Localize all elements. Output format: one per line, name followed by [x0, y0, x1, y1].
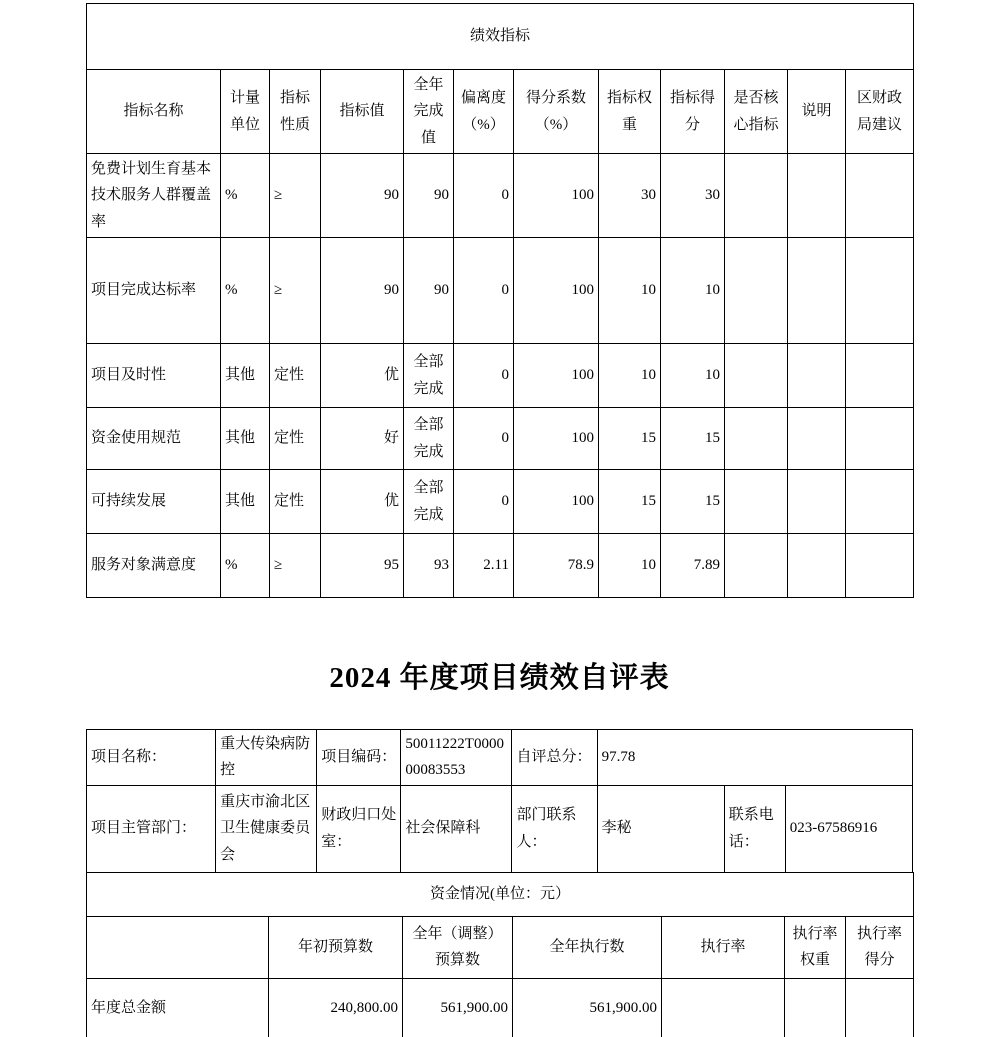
weight-cell: 10 [599, 238, 661, 344]
annual-total-label: 年度总金额 [87, 978, 269, 1037]
deviation-cell: 0 [454, 470, 514, 534]
nature-cell: ≥ [270, 238, 321, 344]
funds-section-title: 资金情况(单位：元） [87, 872, 914, 916]
col-header-unit: 计量单位 [221, 70, 270, 154]
nature-cell: 定性 [270, 344, 321, 408]
table-row [87, 408, 914, 470]
nature-cell: 定性 [270, 470, 321, 534]
col-header-note: 说明 [788, 70, 846, 154]
nature-cell: ≥ [270, 154, 321, 238]
unit-cell: % [221, 238, 270, 344]
score-cell: 15 [661, 470, 725, 534]
project-name-value: 重大传染病防控 [216, 730, 317, 786]
table-row [87, 534, 914, 598]
col-header-weight: 指标权重 [599, 70, 661, 154]
unit-cell: 其他 [221, 408, 270, 470]
table-header-row [87, 70, 914, 154]
table-title-row [87, 4, 914, 70]
score-cell: 10 [661, 238, 725, 344]
score-cell: 7.89 [661, 534, 725, 598]
deviation-cell: 0 [454, 344, 514, 408]
unit-cell: % [221, 534, 270, 598]
coefficient-cell: 100 [514, 408, 599, 470]
self-score-value: 97.78 [597, 730, 912, 786]
indicator-name-cell: 资金使用规范 [87, 408, 221, 470]
finance-office-label: 财政归口处室： [317, 785, 401, 872]
completed-value-cell: 全部完成 [404, 470, 454, 534]
table-row [87, 470, 914, 534]
funds-section-title-row [87, 872, 914, 916]
performance-table-title: 绩效指标 [87, 4, 914, 70]
target-value-cell: 好 [321, 408, 404, 470]
col-header-rate-weight: 执行率权重 [785, 916, 846, 978]
table-row [87, 238, 914, 344]
col-header-bureau-suggestion: 区财政局建议 [846, 70, 914, 154]
dept-label: 项目主管部门： [87, 785, 216, 872]
col-header-execution-rate: 执行率 [662, 916, 785, 978]
dept-value: 重庆市渝北区卫生健康委员会 [216, 785, 317, 872]
rate-weight-cell [785, 978, 846, 1037]
col-header-rate-score: 执行率得分 [846, 916, 914, 978]
completed-value-cell: 全部完成 [404, 408, 454, 470]
coefficient-cell: 100 [514, 238, 599, 344]
note-cell [788, 238, 846, 344]
bureau-suggestion-cell [846, 154, 914, 238]
weight-cell: 10 [599, 344, 661, 408]
core-indicator-cell [725, 408, 788, 470]
col-header-deviation: 偏离度（%） [454, 70, 514, 154]
col-header-completed-value: 全年完成值 [404, 70, 454, 154]
target-value-cell: 优 [321, 344, 404, 408]
col-header-nature: 指标性质 [270, 70, 321, 154]
coefficient-cell: 100 [514, 154, 599, 238]
project-code-value: 50011222T000000083553 [401, 730, 512, 786]
page-title: 2024 年度项目绩效自评表 [329, 662, 670, 694]
deviation-cell: 0 [454, 154, 514, 238]
indicator-name-cell: 服务对象满意度 [87, 534, 221, 598]
col-header-executed-amount: 全年执行数 [513, 916, 662, 978]
document-page [86, 0, 914, 1037]
completed-value-cell: 93 [404, 534, 454, 598]
col-header-blank [87, 916, 269, 978]
unit-cell: 其他 [221, 344, 270, 408]
weight-cell: 15 [599, 408, 661, 470]
indicator-name-cell: 项目及时性 [87, 344, 221, 408]
bureau-suggestion-cell [846, 344, 914, 408]
score-cell: 15 [661, 408, 725, 470]
phone-value: 023-67586916 [785, 785, 912, 872]
coefficient-cell: 100 [514, 344, 599, 408]
table-row [87, 154, 914, 238]
core-indicator-cell [725, 344, 788, 408]
table-row [87, 978, 914, 1037]
target-value-cell: 95 [321, 534, 404, 598]
col-header-target-value: 指标值 [321, 70, 404, 154]
score-cell: 30 [661, 154, 725, 238]
execution-rate-cell [662, 978, 785, 1037]
deviation-cell: 2.11 [454, 534, 514, 598]
nature-cell: 定性 [270, 408, 321, 470]
executed-amount-cell: 561,900.00 [513, 978, 662, 1037]
col-header-initial-budget: 年初预算数 [269, 916, 403, 978]
note-cell [788, 408, 846, 470]
nature-cell: ≥ [270, 534, 321, 598]
target-value-cell: 90 [321, 154, 404, 238]
col-header-indicator-name: 指标名称 [87, 70, 221, 154]
project-name-label: 项目名称： [87, 730, 216, 786]
coefficient-cell: 78.9 [514, 534, 599, 598]
note-cell [788, 534, 846, 598]
completed-value-cell: 90 [404, 154, 454, 238]
initial-budget-cell: 240,800.00 [269, 978, 403, 1037]
deviation-cell: 0 [454, 408, 514, 470]
project-code-label: 项目编码： [317, 730, 401, 786]
core-indicator-cell [725, 470, 788, 534]
bureau-suggestion-cell [846, 408, 914, 470]
unit-cell: % [221, 154, 270, 238]
project-info-table [86, 729, 913, 873]
completed-value-cell: 全部完成 [404, 344, 454, 408]
core-indicator-cell [725, 534, 788, 598]
table-row [87, 785, 913, 872]
target-value-cell: 90 [321, 238, 404, 344]
note-cell [788, 154, 846, 238]
weight-cell: 30 [599, 154, 661, 238]
note-cell [788, 470, 846, 534]
bureau-suggestion-cell [846, 470, 914, 534]
contact-label: 部门联系人： [512, 785, 597, 872]
weight-cell: 15 [599, 470, 661, 534]
performance-indicators-table [86, 3, 914, 598]
coefficient-cell: 100 [514, 470, 599, 534]
deviation-cell: 0 [454, 238, 514, 344]
funds-table [86, 872, 914, 1037]
adjusted-budget-cell: 561,900.00 [403, 978, 513, 1037]
contact-value: 李秘 [597, 785, 724, 872]
col-header-adjusted-budget: 全年（调整）预算数 [403, 916, 513, 978]
self-score-label: 自评总分： [512, 730, 597, 786]
finance-office-value: 社会保障科 [401, 785, 512, 872]
core-indicator-cell [725, 154, 788, 238]
core-indicator-cell [725, 238, 788, 344]
note-cell [788, 344, 846, 408]
col-header-score-coefficient: 得分系数（%） [514, 70, 599, 154]
score-cell: 10 [661, 344, 725, 408]
table-header-row [87, 916, 914, 978]
target-value-cell: 优 [321, 470, 404, 534]
col-header-core-indicator: 是否核心指标 [725, 70, 788, 154]
col-header-score: 指标得分 [661, 70, 725, 154]
indicator-name-cell: 项目完成达标率 [87, 238, 221, 344]
unit-cell: 其他 [221, 470, 270, 534]
weight-cell: 10 [599, 534, 661, 598]
phone-label: 联系电话： [724, 785, 785, 872]
table-row [87, 344, 914, 408]
rate-score-cell [846, 978, 914, 1037]
bureau-suggestion-cell [846, 534, 914, 598]
table-row [87, 730, 913, 786]
bureau-suggestion-cell [846, 238, 914, 344]
indicator-name-cell: 免费计划生育基本技术服务人群覆盖率 [87, 154, 221, 238]
completed-value-cell: 90 [404, 238, 454, 344]
indicator-name-cell: 可持续发展 [87, 470, 221, 534]
